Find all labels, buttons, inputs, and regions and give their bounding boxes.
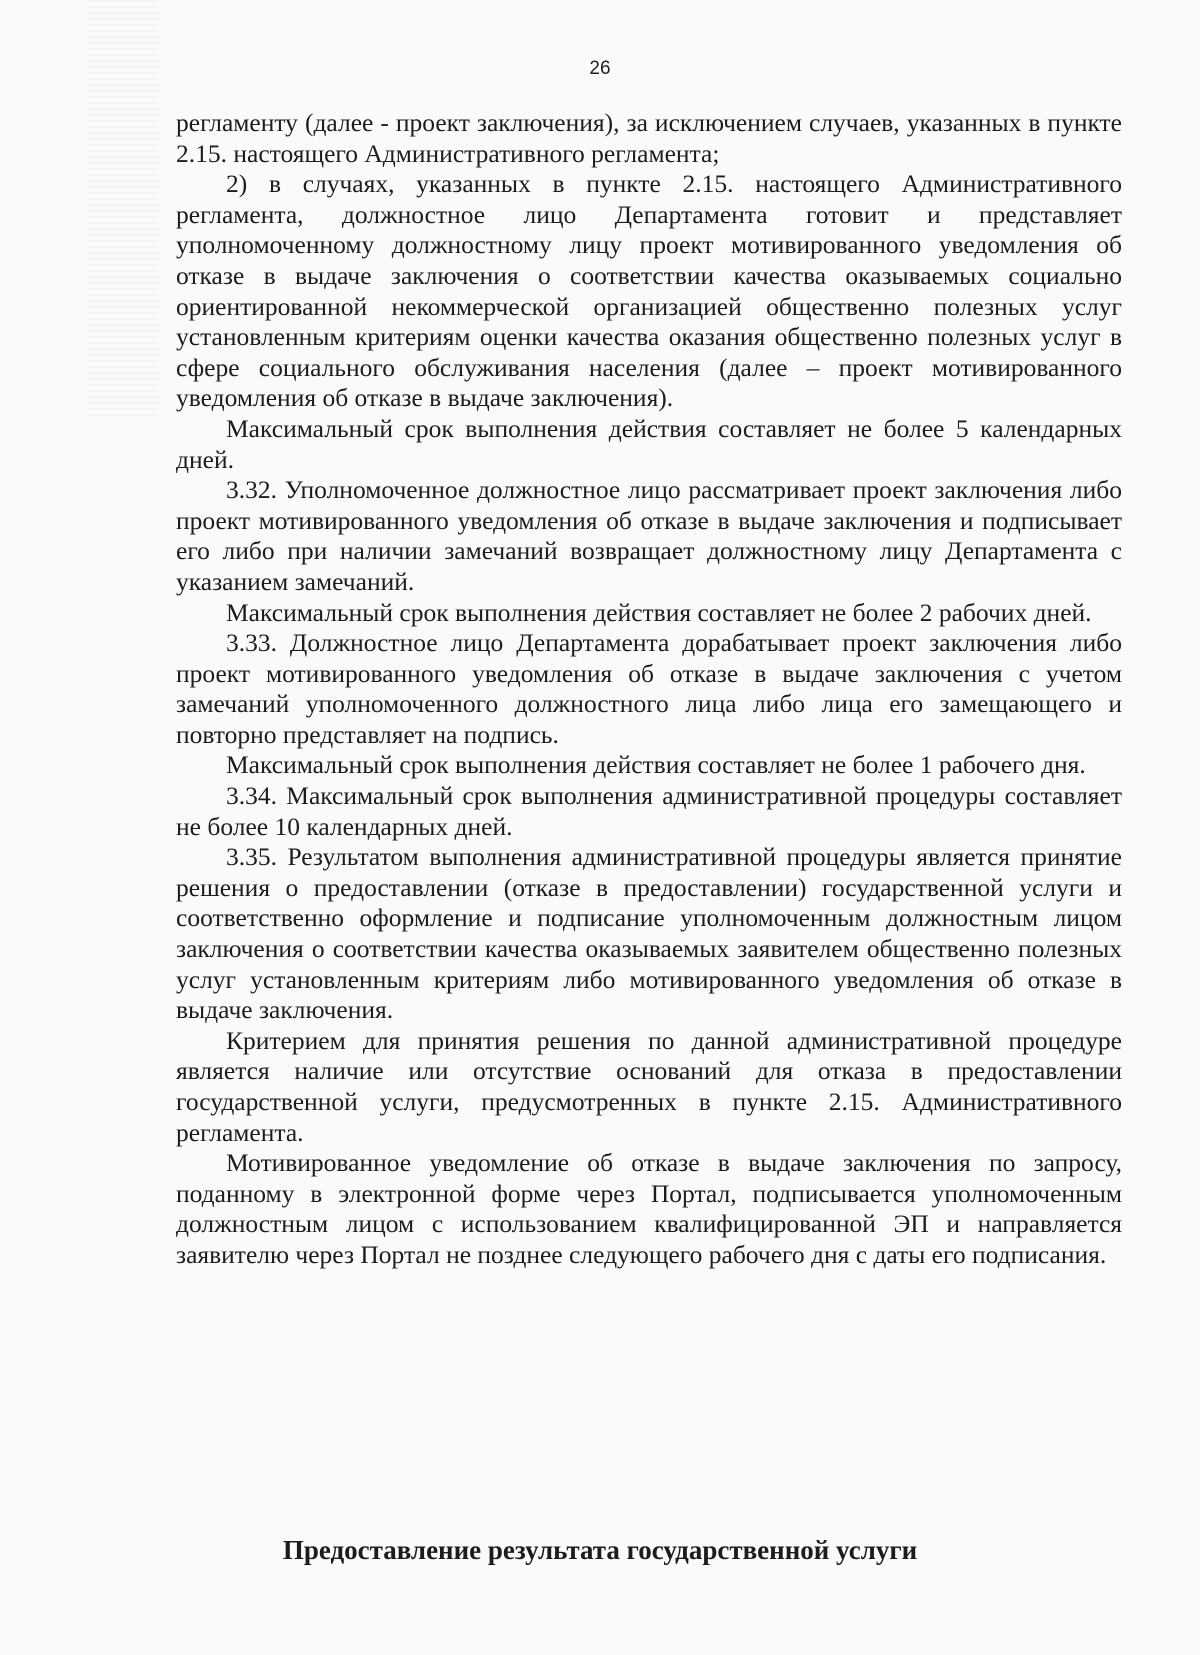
paragraph: 3.35. Результатом выполнения административной процедуры является принятие решения о предоставлении (отказе в предоставлении) государственной услуги и соответственно оформление и подписание уполномоченным должностным лицом заключения о соответствии качества оказываемых заявителем общественно полезных услуг установленным критериям либо мотивированного уведомления об отказе в выдаче заключения. bbox=[176, 842, 1122, 1025]
paragraph: 3.32. Уполномоченное должностное лицо рассматривает проект заключения либо проект мотивированного уведомления об отказе в выдаче заключения и подписывает его либо при наличии замечаний возвращает должностному лицу Департамента с указанием замечаний. bbox=[176, 475, 1122, 596]
document-body bbox=[176, 108, 1122, 1271]
paragraph: Максимальный срок выполнения действия составляет не более 1 рабочего дня. bbox=[226, 750, 1086, 780]
paragraph: 3.34. Максимальный срок выполнения административной процедуры составляет не более 10 календарных дней. bbox=[176, 781, 1122, 841]
section-heading: Предоставление результата государственной услуги bbox=[282, 1535, 918, 1565]
paragraph: регламенту (далее - проект заключения), за исключением случаев, указанных в пункте 2.15. настоящего Административного регламента; bbox=[176, 108, 1122, 168]
page-number: 26 bbox=[589, 58, 611, 79]
paragraph: Критерием для принятия решения по данной административной процедуре является наличие или отсутствие оснований для отказа в предоставлении государственной услуги, предусмотренных в пункте 2.15. Административного регламента. bbox=[176, 1025, 1122, 1147]
paragraph: Мотивированное уведомление об отказе в выдаче заключения по запросу, поданному в электронной форме через Портал, подписывается уполномоченным должностным лицом с использованием квалифицированной ЭП и направляется заявителю через Портал не позднее следующего рабочего дня с даты его подписания. bbox=[176, 1148, 1122, 1269]
paragraph: 3.33. Должностное лицо Департамента дорабатывает проект заключения либо проект мотивированного уведомления об отказе в выдаче заключения с учетом замечаний уполномоченного должностного лица либо лица его замещающего и повторно представляет на подпись. bbox=[176, 628, 1122, 749]
paragraph: Максимальный срок выполнения действия составляет не более 2 рабочих дней. bbox=[226, 597, 1092, 627]
paragraph: 2) в случаях, указанных в пункте 2.15. настоящего Административного регламента, должностное лицо Департамента готовит и представляет уполномоченному должностному лицу проект мотивированного уведомления об отказе в выдаче заключения о соответствии качества оказываемых социально ориентированной некоммерческой организацией общественно полезных услуг установленным критериям оценки качества оказания общественно полезных услуг в сфере социального обслуживания населения (далее – проект мотивированного уведомления об отказе в выдаче заключения). bbox=[176, 169, 1122, 413]
paragraph: Максимальный срок выполнения действия составляет не более 5 календарных дней. bbox=[176, 413, 1122, 474]
